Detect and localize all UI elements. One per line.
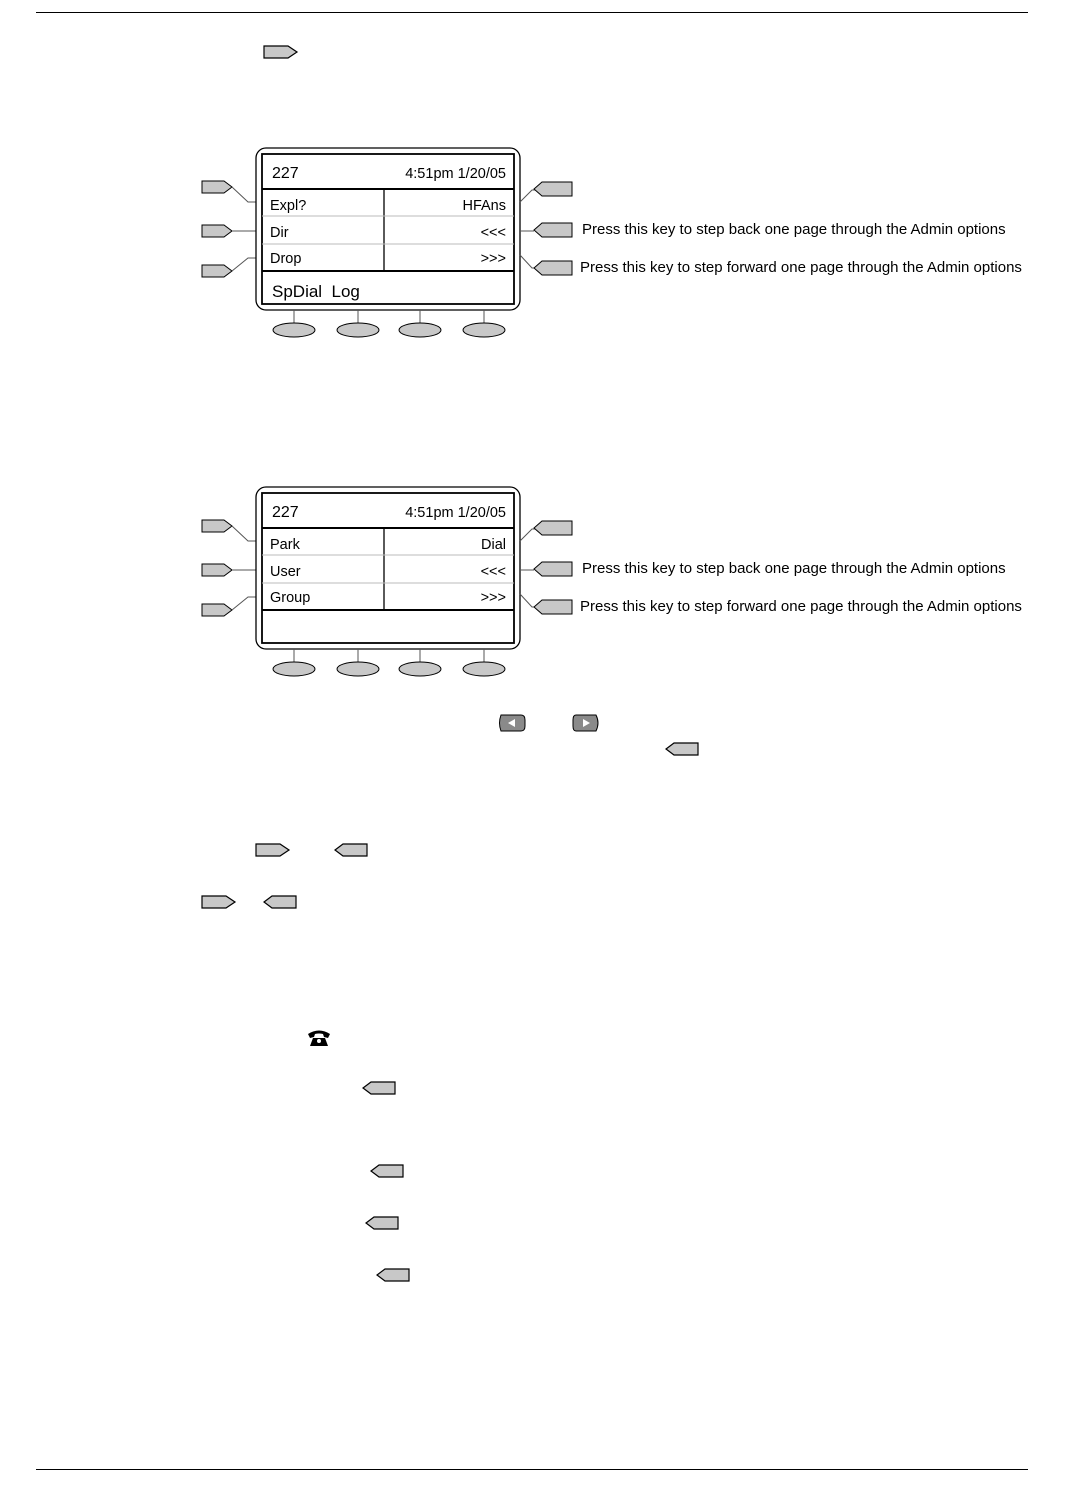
right-display-key-icon [369, 1163, 405, 1179]
lcd-right-option-3: >>> [480, 251, 506, 267]
navigate-left-arrow-icon [497, 712, 527, 734]
softkey-2[interactable] [337, 323, 379, 337]
header-rule [36, 12, 1028, 13]
lcd-right-option-1: Dial [481, 537, 506, 553]
softkey-4[interactable] [463, 323, 505, 337]
bottom-softkeys [273, 310, 505, 337]
phone-display-1 [190, 146, 520, 346]
right-key-1[interactable] [534, 182, 572, 196]
softkey-3[interactable] [399, 323, 441, 337]
lcd-datetime: 4:51pm 1/20/05 [405, 505, 506, 521]
lcd-extension: 227 [272, 504, 299, 521]
callout-forward-1: Press this key to step forward one page through the Admin options [580, 259, 1022, 276]
right-display-key-icon [664, 741, 700, 757]
lcd-softkey-labels: SpDial Log [272, 282, 360, 301]
left-display-key-icon [254, 842, 292, 858]
left-key-2[interactable] [202, 564, 232, 576]
footer-rule [36, 1469, 1028, 1470]
lcd-right-option-1: HFAns [462, 198, 506, 214]
right-display-key-icon [364, 1215, 400, 1231]
right-key-3[interactable] [534, 600, 572, 614]
left-keys [202, 520, 260, 616]
phone-display-2 [190, 485, 520, 685]
lcd-extension: 227 [272, 165, 299, 182]
right-key-2[interactable] [534, 223, 572, 237]
right-display-key-icon [333, 842, 369, 858]
left-key-3[interactable] [202, 265, 232, 277]
callout-forward-2: Press this key to step forward one page through the Admin options [580, 598, 1022, 615]
lcd-right-option-3: >>> [480, 590, 506, 606]
lcd-right-option-2: <<< [480, 564, 506, 580]
callout-back-2: Press this key to step back one page through the Admin options [582, 560, 1006, 577]
lcd-left-option-2: User [270, 564, 301, 580]
left-key-2[interactable] [202, 225, 232, 237]
left-key-3[interactable] [202, 604, 232, 616]
left-display-key-icon [262, 44, 300, 60]
softkey-4[interactable] [463, 662, 505, 676]
bottom-softkeys [273, 649, 505, 676]
navigate-right-arrow-icon [572, 712, 602, 734]
lcd-right-option-2: <<< [480, 225, 506, 241]
right-display-key-icon [262, 894, 298, 910]
telephone-handset-icon [306, 1028, 332, 1048]
left-key-1[interactable] [202, 181, 232, 193]
lcd-datetime: 4:51pm 1/20/05 [405, 166, 506, 182]
softkey-1[interactable] [273, 662, 315, 676]
lcd-left-option-2: Dir [270, 225, 289, 241]
left-key-1[interactable] [202, 520, 232, 532]
lcd-left-option-1: Park [270, 537, 300, 553]
lcd-left-option-3: Group [270, 590, 311, 606]
right-display-key-icon [375, 1267, 411, 1283]
lcd-left-option-3: Drop [270, 251, 302, 267]
softkey-3[interactable] [399, 662, 441, 676]
callout-back-1: Press this key to step back one page through the Admin options [582, 221, 1006, 238]
left-keys [202, 181, 260, 277]
right-key-3[interactable] [534, 261, 572, 275]
softkey-2[interactable] [337, 662, 379, 676]
right-key-1[interactable] [534, 521, 572, 535]
right-display-key-icon [361, 1080, 397, 1096]
right-key-2[interactable] [534, 562, 572, 576]
left-display-key-icon [200, 894, 238, 910]
softkey-1[interactable] [273, 323, 315, 337]
lcd-left-option-1: Expl? [270, 198, 307, 214]
